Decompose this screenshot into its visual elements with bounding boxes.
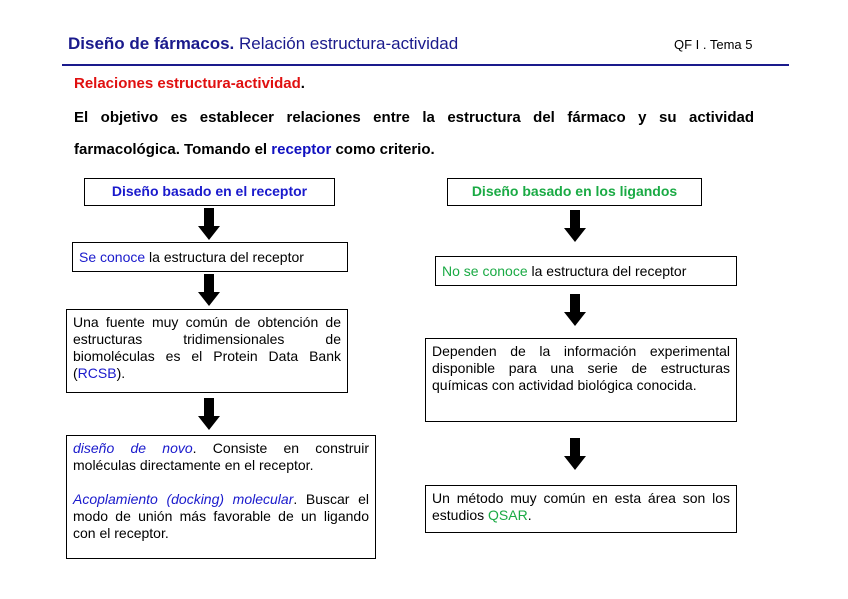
left-box-2	[66, 309, 348, 393]
right-box-1-highlight: No se conoce	[442, 263, 528, 279]
intro-paragraph-part2: como criterio.	[331, 141, 435, 158]
intro-paragraph	[74, 102, 754, 166]
left-box-3-item-2	[73, 491, 369, 542]
left-box-3-item-1	[73, 440, 369, 474]
left-header-box: Diseño basado en el receptor	[84, 178, 335, 206]
page-title-rest: Relación estructura-actividad	[234, 34, 459, 53]
down-arrow-icon	[198, 398, 220, 430]
left-box-1-rest: la estructura del receptor	[145, 249, 304, 265]
down-arrow-icon	[198, 208, 220, 240]
right-box-1	[435, 256, 737, 286]
header-divider	[62, 64, 789, 66]
down-arrow-icon	[564, 294, 586, 326]
down-arrow-icon	[564, 210, 586, 242]
subheading-dot: .	[300, 75, 305, 92]
page-title-bold: Diseño de fármacos.	[68, 34, 235, 53]
left-box-2-highlight: RCSB	[77, 365, 117, 381]
left-box-3-item-2-rest: . Buscar el modo de unión más favorable de un ligando con el receptor.	[73, 491, 370, 541]
down-arrow-icon	[564, 438, 586, 470]
right-box-3-highlight: QSAR	[488, 507, 528, 523]
left-box-3-item-2-highlight: Acoplamiento (docking) molecular	[73, 491, 294, 507]
left-box-2-part1: Una fuente muy común de obtención de estructuras tridimensionales de biomoléculas es el Protein Data Bank (	[73, 314, 341, 381]
subheading-text: Relaciones estructura-actividad	[74, 75, 301, 92]
left-box-1	[72, 242, 348, 272]
right-header-box: Diseño basado en los ligandos	[447, 178, 702, 206]
right-box-3-part1: Un método muy común en esta área son los estudios	[432, 490, 730, 523]
right-box-2: Dependen de la información experimental disponible para una serie de estructuras químicas con actividad biológica conocida.	[425, 338, 737, 422]
intro-paragraph-part1: El objetivo es establecer relaciones entre la estructura del fármaco y su actividad farmacológica. Tomando el	[74, 109, 754, 158]
right-box-3	[425, 485, 737, 533]
left-box-3-item-1-highlight: diseño de novo	[73, 440, 193, 456]
intro-paragraph-highlight: receptor	[271, 141, 332, 158]
down-arrow-icon	[198, 274, 220, 306]
left-box-3	[66, 435, 376, 559]
left-box-1-highlight: Se conoce	[79, 249, 146, 265]
subheading	[74, 75, 305, 92]
left-box-3-item-1-rest: . Consiste en construir moléculas directamente en el receptor.	[73, 440, 369, 473]
right-box-3-part2: .	[527, 507, 532, 523]
page-title	[68, 34, 458, 54]
right-box-1-rest: la estructura del receptor	[527, 263, 687, 279]
left-box-2-part2: ).	[116, 365, 126, 381]
tema-label: QF I . Tema 5	[674, 37, 753, 52]
